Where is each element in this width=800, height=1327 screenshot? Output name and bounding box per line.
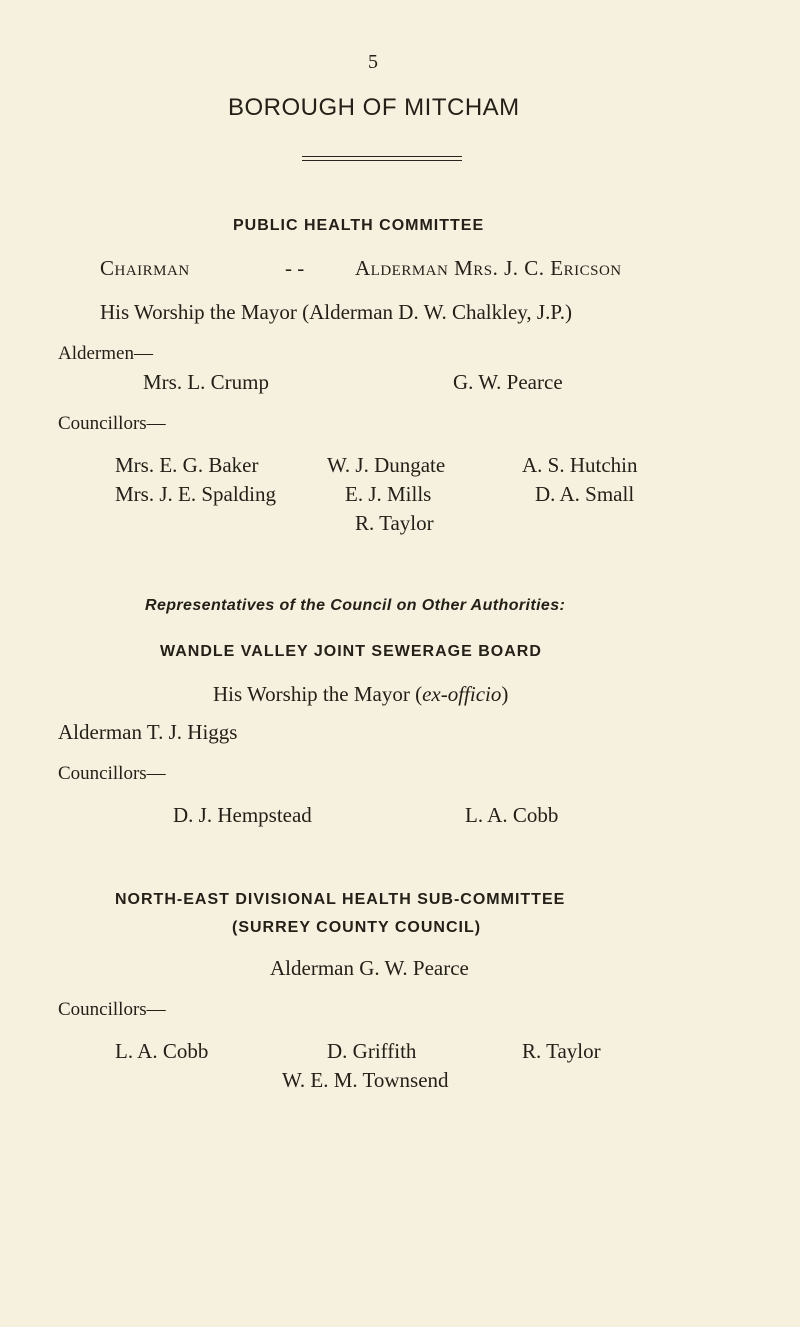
councillors-label: Councillors— [58, 413, 166, 434]
north-east-heading-line1: NORTH-EAST DIVISIONAL HEALTH SUB-COMMITTEE [115, 891, 566, 908]
public-health-heading: PUBLIC HEALTH COMMITTEE [233, 217, 485, 234]
councillor-name: W. J. Dungate [327, 453, 446, 477]
wandle-councillors-label: Councillors— [58, 763, 166, 784]
page-title: BOROUGH OF MITCHAM [228, 94, 520, 121]
chairman-label: Chairman [100, 256, 190, 280]
wandle-alderman: Alderman T. J. Higgs [58, 720, 238, 744]
north-east-heading-line2: (SURREY COUNTY COUNCIL) [232, 919, 482, 936]
aldermen-label: Aldermen— [58, 343, 153, 364]
north-east-alderman: Alderman G. W. Pearce [270, 956, 469, 980]
title-rule-bottom [302, 160, 462, 161]
title-rule-top [302, 156, 462, 157]
representatives-heading: Representatives of the Council on Other Authorities: [145, 597, 566, 614]
north-east-councillor-name: L. A. Cobb [115, 1039, 209, 1063]
north-east-councillor-name: W. E. M. Townsend [282, 1068, 449, 1092]
wandle-mayor-prefix: His Worship the Mayor ( [213, 682, 423, 706]
chairman-name: Alderman Mrs. J. C. Ericson [355, 256, 622, 280]
north-east-councillors-label: Councillors— [58, 999, 166, 1020]
councillor-name: R. Taylor [355, 511, 434, 535]
north-east-councillor-name: R. Taylor [522, 1039, 601, 1063]
councillor-name: A. S. Hutchin [522, 453, 638, 477]
ex-officio-text: ex-officio [422, 682, 502, 706]
wandle-councillor-name: D. J. Hempstead [173, 803, 312, 827]
wandle-councillor-name: L. A. Cobb [465, 803, 559, 827]
councillor-name: Mrs. J. E. Spalding [115, 482, 277, 506]
councillor-name: D. A. Small [535, 482, 635, 506]
alderman-name: Mrs. L. Crump [143, 370, 269, 394]
wandle-mayor-line [213, 684, 508, 705]
councillor-name: Mrs. E. G. Baker [115, 453, 259, 477]
councillor-name: E. J. Mills [345, 482, 432, 506]
chairman-dashes: - - [285, 256, 305, 280]
wandle-heading: WANDLE VALLEY JOINT SEWERAGE BOARD [160, 643, 542, 660]
mayor-line: His Worship the Mayor (Alderman D. W. Chalkley, J.P.) [100, 300, 572, 324]
page-number: 5 [368, 51, 378, 73]
north-east-councillor-name: D. Griffith [327, 1039, 417, 1063]
wandle-mayor-suffix: ) [501, 682, 509, 706]
alderman-name: G. W. Pearce [453, 370, 563, 394]
